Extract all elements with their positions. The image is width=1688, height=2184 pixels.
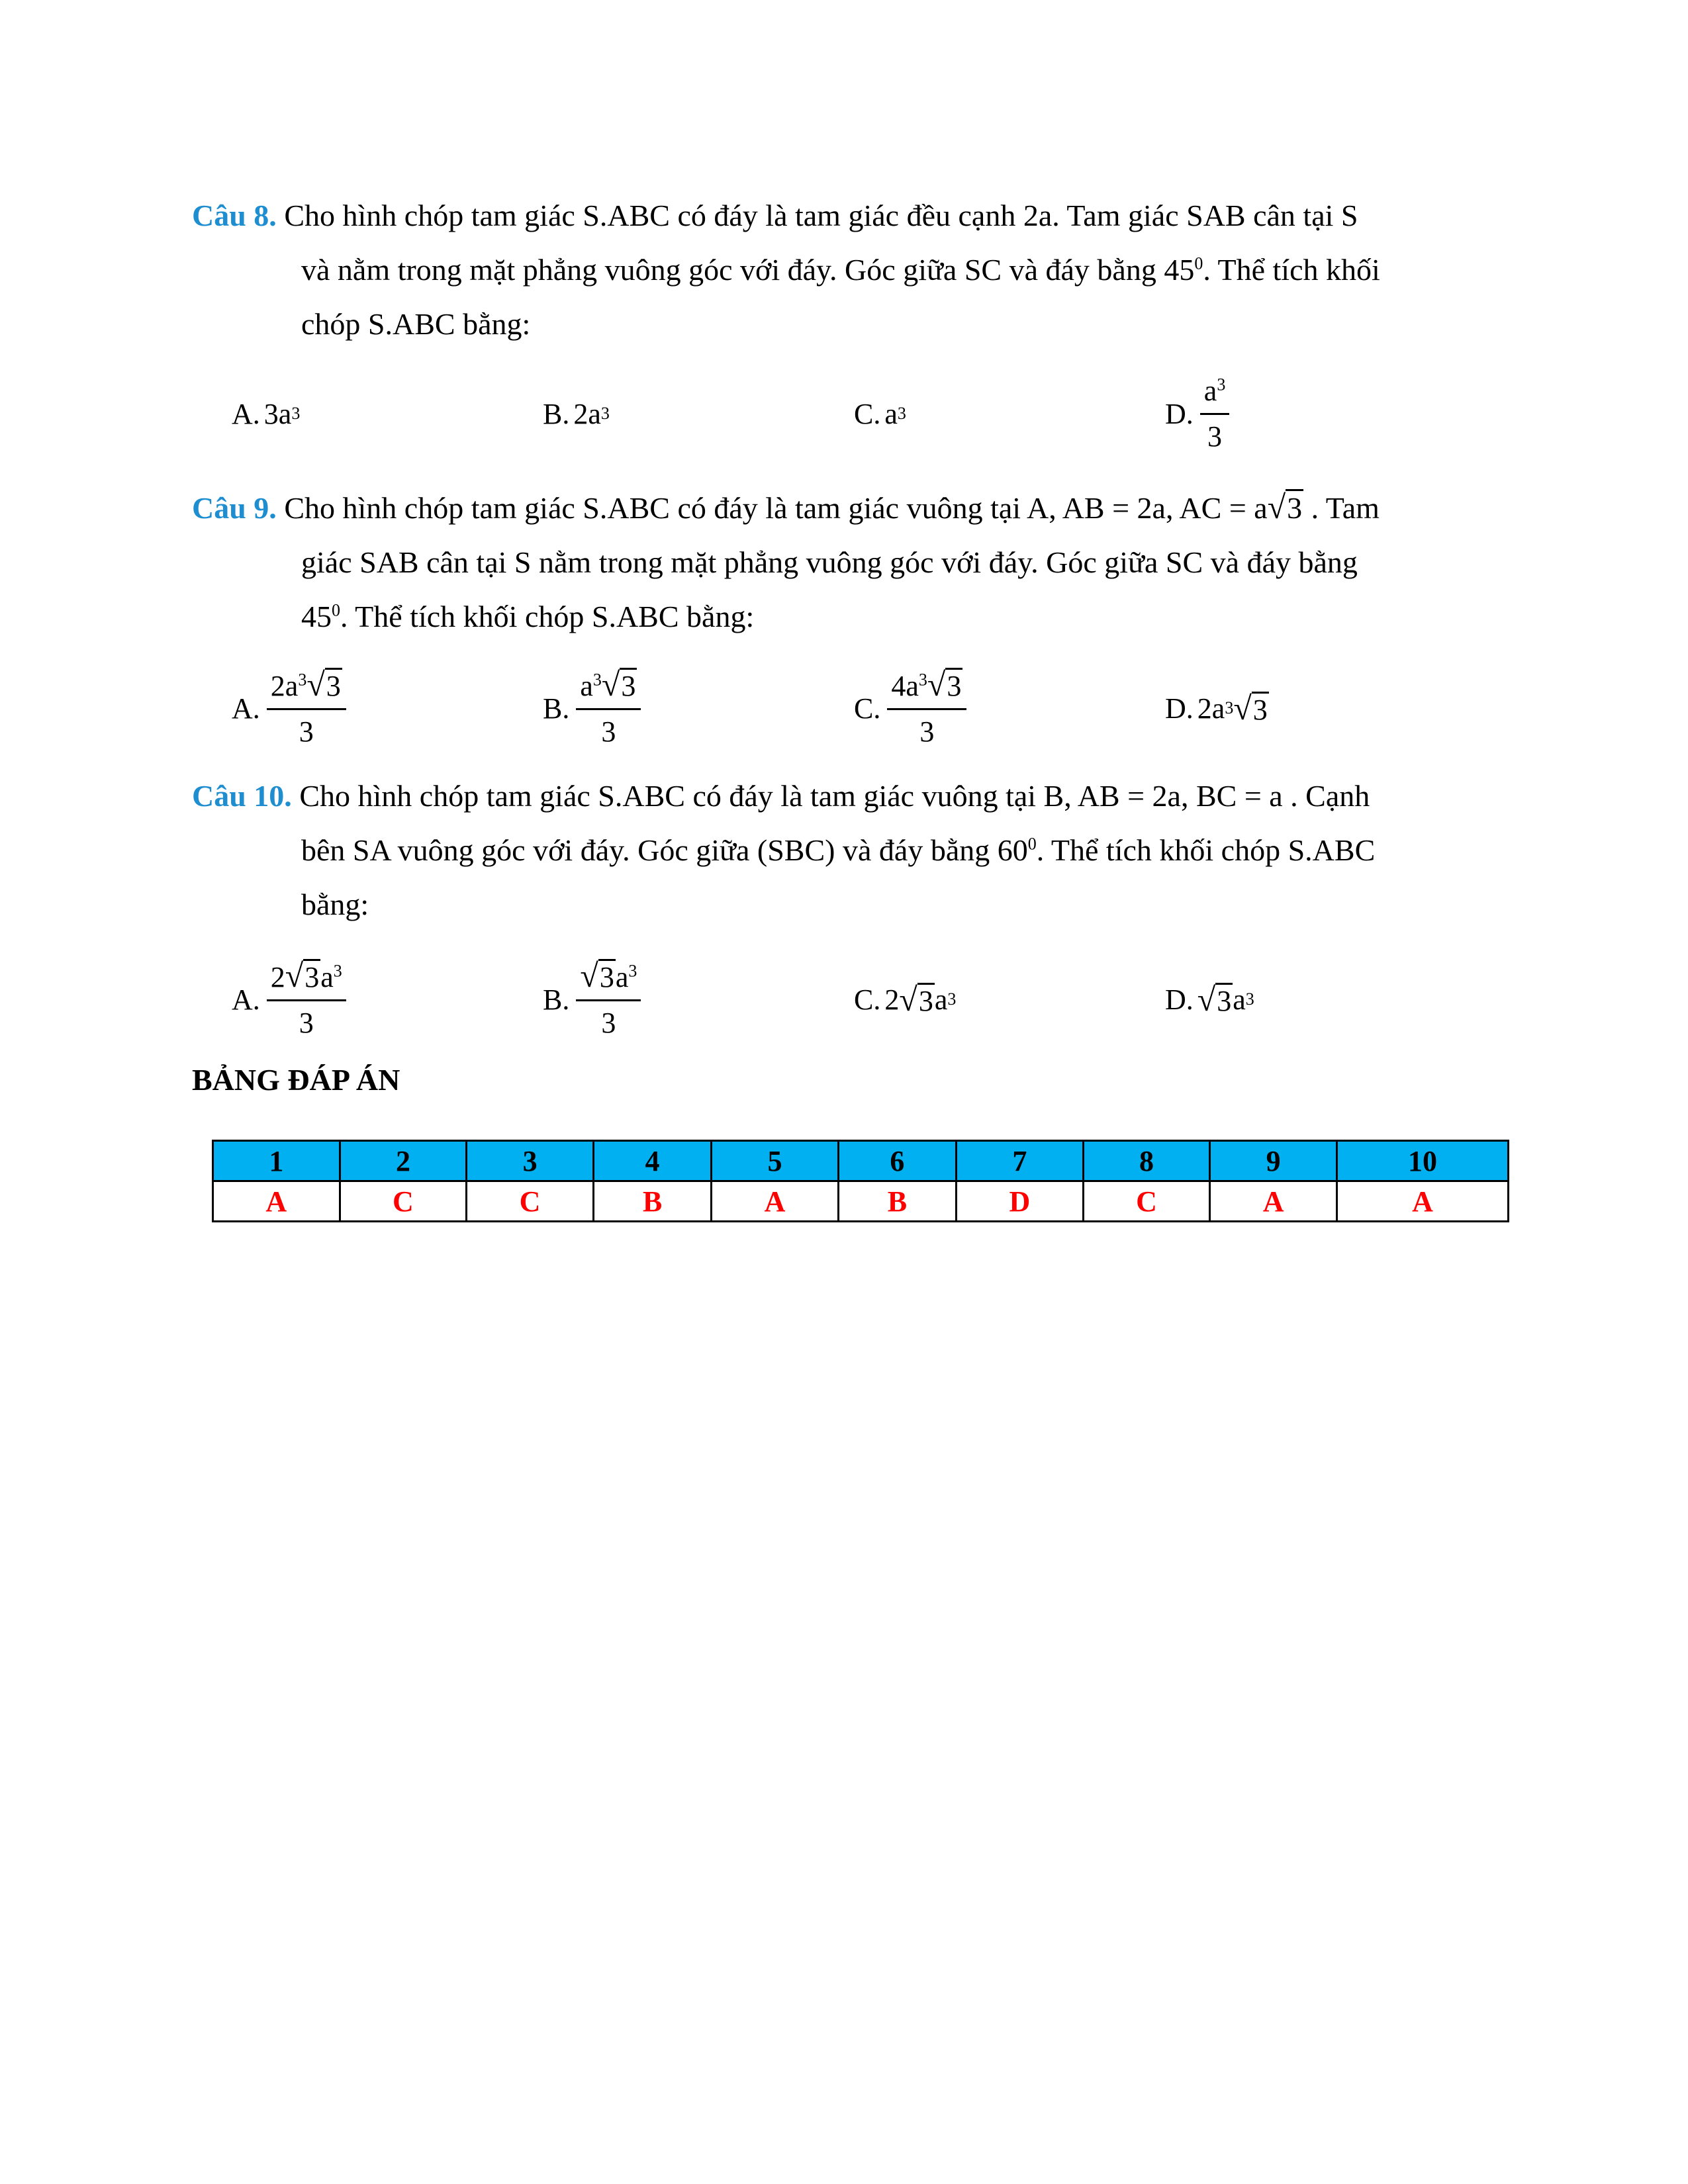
- question-10-line-3: bằng:: [301, 887, 369, 921]
- question-8-line-3: chóp S.ABC bằng:: [301, 307, 531, 341]
- fraction: $\frac{a^3√3}{3}$: [576, 666, 641, 750]
- question-9-line-3: $45^0$. Thể tích khối chóp S.ABC bằng:: [301, 600, 755, 633]
- question-8-options: [232, 367, 1489, 460]
- q8-option-a[interactable]: A. 3a 3: [232, 397, 301, 430]
- question-10-number: Câu 10.: [192, 779, 292, 813]
- answer-key-title: BẢNG ĐÁP ÁN: [192, 1063, 400, 1097]
- question-number-cell: 5: [712, 1141, 839, 1181]
- question-10: [192, 769, 1509, 932]
- question-9-options: [232, 662, 1489, 754]
- question-8-line-2: và nằm trong mặt phẳng vuông góc với đáy. Góc giữa SC và đáy bằng $45^0$. Thể tích khối: [301, 253, 1380, 287]
- question-number-cell: 1: [213, 1141, 340, 1181]
- answer-cell: A: [1336, 1181, 1508, 1222]
- question-10-line-2: bên SA vuông góc với đáy. Góc giữa (SBC) và đáy bằng $60^0$. Thể tích khối chóp S.ABC: [301, 833, 1376, 867]
- q8-option-d[interactable]: D. $\frac{a^3}{3}$: [1165, 367, 1229, 460]
- question-9-number: Câu 9.: [192, 491, 277, 525]
- q8-option-b[interactable]: B. 2a 3: [543, 397, 610, 430]
- fraction: $\frac{4a^3√3}{3}$: [887, 666, 966, 750]
- question-8: [192, 189, 1509, 351]
- answer-key-answer-row: [213, 1181, 1509, 1222]
- question-8-line-1: Cho hình chóp tam giác S.ABC có đáy là tam giác đều cạnh 2a. Tam giác SAB cân tại S: [276, 199, 1358, 232]
- q10-option-d[interactable]: D. √3 a 3: [1165, 981, 1254, 1018]
- answer-cell: C: [1083, 1181, 1210, 1222]
- question-number-cell: 8: [1083, 1141, 1210, 1181]
- q10-option-c[interactable]: C. 2 √3 a 3: [854, 981, 957, 1018]
- q9-option-a[interactable]: A. $\frac{2a^3√3}{3}$: [232, 662, 346, 754]
- sqrt-symbol: √3: [1267, 488, 1303, 525]
- fraction: $\frac{2a^3√3}{3}$: [267, 666, 346, 750]
- question-number-cell: 9: [1210, 1141, 1337, 1181]
- question-9-line-1: Cho hình chóp tam giác S.ABC có đáy là tam giác vuông tại A, AB = 2a, AC = a√3 . Tam: [277, 491, 1380, 525]
- question-number-cell: 7: [957, 1141, 1084, 1181]
- question-8-number: Câu 8.: [192, 199, 277, 232]
- question-number-cell: 4: [593, 1141, 711, 1181]
- question-number-cell: 10: [1336, 1141, 1508, 1181]
- question-9: [192, 480, 1509, 644]
- question-10-line-1: Cho hình chóp tam giác S.ABC có đáy là tam giác vuông tại B, AB = 2a, BC = a . Cạnh: [291, 779, 1370, 813]
- q10-option-b[interactable]: B. $\frac{√3a^3}{3}$: [543, 953, 641, 1046]
- answer-cell: C: [467, 1181, 594, 1222]
- q10-option-a[interactable]: A. $\frac{2√3a^3}{3}$: [232, 953, 346, 1046]
- answer-key-table: [212, 1140, 1509, 1222]
- fraction: $\frac{√3a^3}{3}$: [576, 958, 641, 1041]
- q9-option-c[interactable]: C. $\frac{4a^3√3}{3}$: [854, 662, 966, 754]
- answer-cell: C: [340, 1181, 467, 1222]
- fraction: $\frac{a^3}{3}$: [1200, 373, 1230, 455]
- answer-cell: B: [593, 1181, 711, 1222]
- fraction: $\frac{2√3a^3}{3}$: [267, 958, 346, 1041]
- answer-key-header-row: [213, 1141, 1509, 1181]
- q9-option-b[interactable]: B. $\frac{a^3√3}{3}$: [543, 662, 641, 754]
- answer-cell: A: [1210, 1181, 1337, 1222]
- q9-option-d[interactable]: D. 2a 3 √3: [1165, 690, 1268, 727]
- question-number-cell: 2: [340, 1141, 467, 1181]
- answer-cell: B: [838, 1181, 956, 1222]
- question-number-cell: 3: [467, 1141, 594, 1181]
- question-number-cell: 6: [838, 1141, 956, 1181]
- question-9-line-2: giác SAB cân tại S nằm trong mặt phẳng vuông góc với đáy. Góc giữa SC và đáy bằng: [301, 545, 1358, 579]
- answer-cell: D: [957, 1181, 1084, 1222]
- answer-cell: A: [213, 1181, 340, 1222]
- answer-cell: A: [712, 1181, 839, 1222]
- question-10-options: [232, 953, 1489, 1046]
- q8-option-c[interactable]: C. a 3: [854, 397, 906, 430]
